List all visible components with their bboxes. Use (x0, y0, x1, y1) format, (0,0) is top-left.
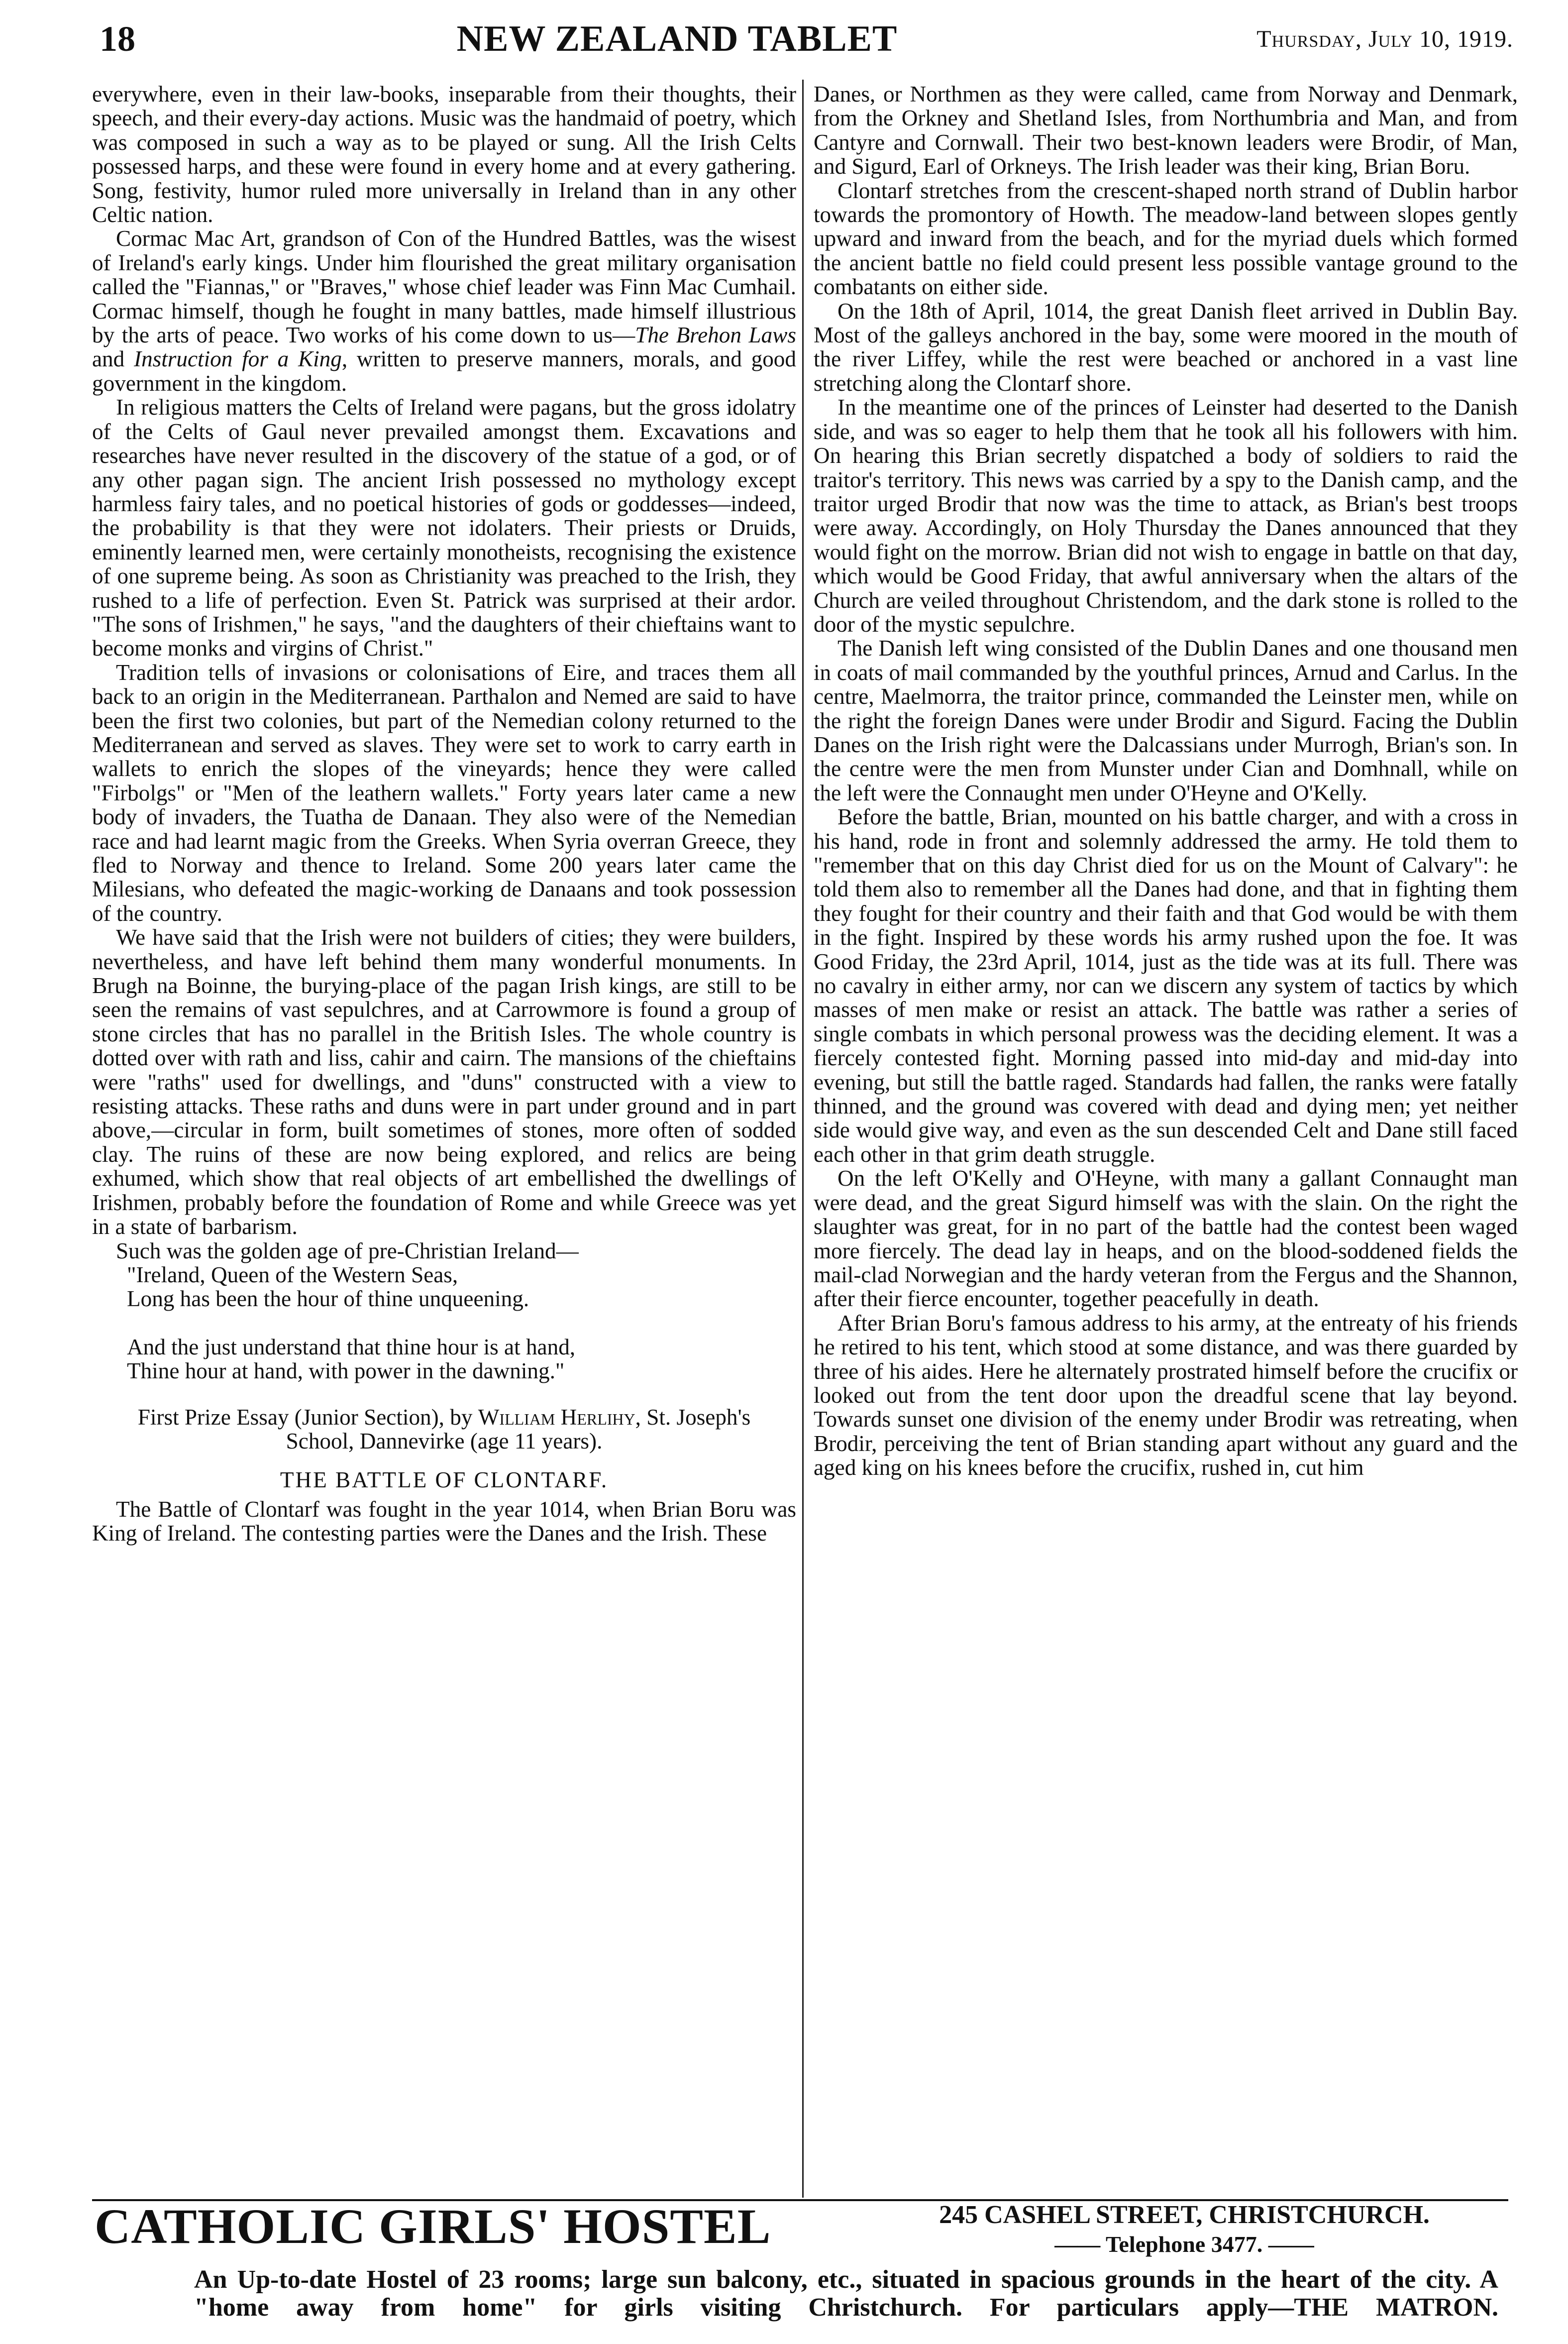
text-run: First Prize Essay (Junior Section), by (137, 1404, 478, 1430)
paragraph: Clontarf stretches from the crescent-shaped north strand of Dublin harbor towards the promontory of Howth. The meadow-land between slopes gently upward and inward from the beach, and for the myriad duels which formed the ancient battle no field could present less possible vantage ground to the combatants on either side. (814, 178, 1518, 300)
book-title: The Brehon Laws (635, 323, 796, 348)
essay-title: THE BATTLE OF CLONTARF. (280, 1467, 609, 1493)
paragraph: We have said that the Irish were not builders of cities; they were builders, nevertheless, and have left behind them many wonderful monuments. In Brugh na Boinne, the burying-place of the pagan Irish kings, are still to be seen the remains of vast sepulchres, and at Carrowmore is found a group of stone circles that has no parallel in the British Isles. The whole country is dotted over with rath and liss, cahir and cairn. The mansions of the chieftains were "raths" used for dwellings, and "duns" constructed with a view to resisting attacks. These raths and duns were in part under ground and in part above,—circular in form, built sometimes of stones, more often of sodded clay. The ruins of these are now being explored, and relics are being exhumed, which show that real objects of art embellished the dwellings of Irishmen, probably before the foundation of Rome and while Greece was yet in a state of barbarism. (92, 925, 796, 1239)
masthead-title: NEW ZEALAND TABLET (456, 18, 898, 59)
page-header (100, 14, 1513, 64)
advert-hostel-name: CATHOLIC GIRLS' HOSTEL (95, 2199, 771, 2254)
paragraph: The Danish left wing consisted of the Dublin Danes and one thousand men in coats of mail commanded by the youthful princes, Arnud and Carlus. In the centre, Maelmorra, the traitor prince, commanded the Leinster men, while on the right the foreign Danes were under Brodir and Sigurd. Facing the Dublin Danes on the Irish right were the Dalcassians under Murrogh, Brian's son. In the centre were the men from Munster under Cian and Domhnall, while on the left were the Connaught men under O'Heyne and O'Kelly. (814, 636, 1518, 805)
paragraph: Before the battle, Brian, mounted on his battle charger, and with a cross in his hand, rode in front and solemnly addressed the army. He told them to "remember that on this day Christ died for us on the Mount of Calvary": he told them also to remember all the Danes had done, and that in fighting them they fought for their country and their faith and that God would be with them in the fight. Inspired by these words his army rushed upon the foe. It was Good Friday, the 23rd April, 1014, just as the tide was at its full. There was no cavalry in either army, nor can we discern any system of tactics by which masses of men make or resist an attack. The battle was rather a series of single combats in which personal prowess was the deciding element. It was a fiercely contested fight. Morning passed into mid-day and mid-day into evening, but still the battle raged. Standards had fallen, the ranks were fatally thinned, and the ground was covered with dead and dying men; yet neither side would give way, and even as the sun descended Celt and Dane still faced each other in that grim death struggle. (814, 804, 1518, 1167)
verse-line: Thine hour at hand, with power in the dawning." (127, 1358, 565, 1384)
verse-line: "Ireland, Queen of the Western Seas, (127, 1262, 458, 1287)
verse-line: And the just understand that thine hour is at hand, (127, 1334, 576, 1359)
column-divider (802, 80, 804, 2198)
paragraph: Such was the golden age of pre-Christian Ireland— (116, 1238, 579, 1263)
author-name: William Herlihy (478, 1404, 635, 1430)
book-title: Instruction for a King (134, 346, 342, 372)
essay-credit (112, 1405, 776, 1453)
text-run: Cormac Mac Art, grandson of Con of the Hundred Battles, was the wisest of Ireland's early kings. Under him flourished the great military organisation called the "Fiannas," or "Braves," whose chief leader was Finn Mac Cumhail. Cormac himself, though he fought in many battles, made himself illustrious by the arts of peace. Two works of his come down to us— (92, 226, 796, 348)
page-number: 18 (100, 18, 135, 59)
paragraph: In religious matters the Celts of Ireland were pagans, but the gross idolatry of the Celts of Gaul never prevailed amongst them. Excavations and researches have never resulted in the discovery of the statue of a god, or of any other pagan sign. The ancient Irish possessed no mythology except harmless fairy tales, and no poetical histories of gods or goddesses—indeed, the probability is that they were not idolaters. Their priests or Druids, eminently learned men, were certainly monotheists, recognising the existence of one supreme being. As soon as Christianity was preached to the Irish, they rushed to a life of perfection. Even St. Patrick was surprised at their ardor. "The sons of Irishmen," he says, "and the daughters of their chieftains want to become monks and virgins of Christ." (92, 395, 796, 661)
paragraph: The Battle of Clontarf was fought in the year 1014, when Brian Boru was King of Ireland. The contesting parties were the Danes and the Irish. These (92, 1496, 796, 1546)
paragraph: In the meantime one of the princes of Leinster had deserted to the Danish side, and was so eager to help them that he took all his followers with him. On hearing this Brian secretly dispatched a body of soldiers to raid the traitor's territory. This news was carried by a spy to the Danish camp, and the traitor urged Brodir that now was the time to attack, as Brian's best troops were away. Accordingly, on Holy Thursday the Danes announced that they would fight on the morrow. Brian did not wish to engage in battle on that day, which would be Good Friday, that awful anniversary when the altars of the Church are veiled throughout Christendom, and the dark stone is rolled to the door of the mystic sepulchre. (814, 395, 1518, 637)
paragraph: After Brian Boru's famous address to his army, at the entreaty of his friends he retired to his tent, which stood at some distance, and was there guarded by three of his aides. Here he alternately prostrated himself before the crucifix or looked out from the tent door upon the dreadful scene that lay beyond. Towards sunset one division of the enemy under Brodir was retreating, when Brodir, perceiving the tent of Brian standing apart without any guard and the aged king on his knees before the crucifix, rushed in, cut him (814, 1310, 1518, 1480)
advert-telephone: —— Telephone 3477. —— (1054, 2232, 1314, 2257)
right-column (814, 82, 1518, 2195)
verse-gap (92, 1311, 796, 1335)
advert-address: 245 CASHEL STREET, CHRISTCHURCH. (939, 2201, 1430, 2229)
text-run: , St. Joseph's School, Dannevirke (age 11 years). (286, 1404, 751, 1453)
advert-body: An Up-to-date Hostel of 23 rooms; large sun balcony, etc., situated in spacious grounds in the heart of the city. A "home away from home" for girls visiting Christchurch. For particulars apply—THE MATRON. (194, 2265, 1498, 2322)
verse-line: Long has been the hour of thine unqueening. (127, 1286, 529, 1312)
paragraph-cormac (92, 226, 796, 395)
paragraph: On the 18th of April, 1014, the great Danish fleet arrived in Dublin Bay. Most of the galleys anchored in the bay, some were moored in the mouth of the river Liffey, while the rest were beached or anchored in a vast line stretching along the Clontarf shore. (814, 298, 1518, 396)
issue-date: Thursday, July 10, 1919. (1256, 25, 1513, 52)
paragraph: Tradition tells of invasions or colonisations of Eire, and traces them all back to an origin in the Mediterranean. Parthalon and Nemed are said to have been the first two colonies, but part of the Nemedian colony returned to the Mediterranean and served as slaves. They were set to work to carry earth in wallets to enrich the slopes of the vineyards; hence they were called "Firbolgs" or "Men of the leathern wallets." Forty years later came a new body of invaders, the Tuatha de Danaan. They also were of the Nemedian race and had learnt magic from the Greeks. When Syria overran Greece, they fled to Norway and thence to Ireland. Some 200 years later came the Milesians, who defeated the magic-working de Danaans and took possession of the country. (92, 660, 796, 926)
left-column (92, 82, 796, 2195)
text-run: and (92, 346, 134, 372)
paragraph: everywhere, even in their law-books, inseparable from their thoughts, their speech, and their every-day actions. Music was the handmaid of poetry, which was composed in such a way as to be played or sung. All the Irish Celts possessed harps, and these were found in every home and at every gathering. Song, festivity, humor ruled more universally in Ireland than in any other Celtic nation. (92, 82, 796, 227)
text-run: , written to preserve manners, morals, and good government in the kingdom. (92, 346, 796, 396)
paragraph: On the left O'Kelly and O'Heyne, with many a gallant Connaught man were dead, and the great Sigurd himself was with the slain. On the right the slaughter was great, for in no part of the battle had the contest been waged more fiercely. The dead lay in heaps, and on the blood-soddened fields the mail-clad Norwegian and the hardy veteran from the Fergus and the Shannon, after their fierce encounter, together peacefully in death. (814, 1166, 1518, 1312)
paragraph: Danes, or Northmen as they were called, came from Norway and Denmark, from the Orkney and Shetland Isles, from Northumbria and Man, and from Cantyre and Cornwall. Their two best-known leaders were Brodir, of Man, and Sigurd, Earl of Orkneys. The Irish leader was their king, Brian Boru. (814, 82, 1518, 179)
